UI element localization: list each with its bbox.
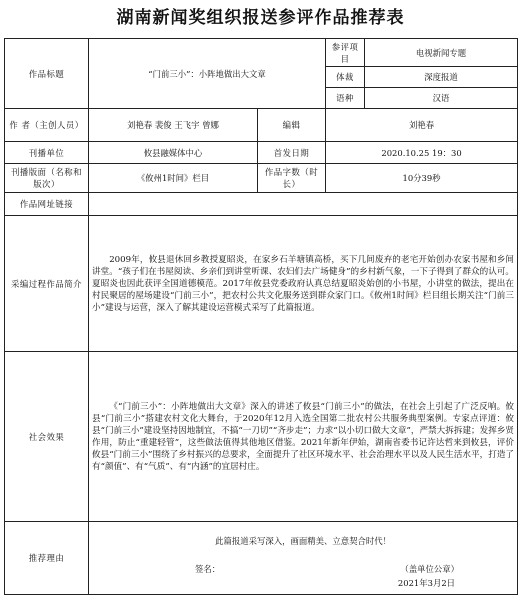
recommendation-form [4, 38, 518, 595]
impact-label: 社会效果 [5, 352, 89, 522]
genre-value: 深度报道 [365, 67, 518, 88]
editor-value: 刘艳春 [326, 109, 518, 142]
edition-value: 《攸州1时间》栏目 [89, 164, 258, 193]
publisher-value: 攸县融媒体中心 [89, 142, 258, 164]
edition-label: 刊播版面（名称和版次） [5, 164, 89, 193]
process-label: 采编过程作品简介 [5, 216, 89, 352]
seal-label: （盖单位公章） [400, 563, 460, 574]
length-value: 10分39秒 [326, 164, 518, 193]
work-title-label: 作品标题 [5, 39, 89, 109]
signature-area [89, 560, 518, 595]
author-label: 作 者（主创人员） [5, 109, 89, 142]
pub-date-label: 首发日期 [258, 142, 326, 164]
editor-label: 编辑 [258, 109, 326, 142]
length-label: 作品字数（时长） [258, 164, 326, 193]
impact-text: 《“门前三小”：小阵地做出大文章》深入的讲述了攸县“门前三小”的做法，在社会上引起了广泛反响。攸县“门前三小”搭建农村文化大舞台，于2020年12月入选全国第二批农村公共服务典型案例。专家点评道：攸县“门前三小”建设坚持因地制宜，不搞“一刀切”“齐步走”；力求“以小切口做大文章”，严禁大拆拆建；发挥乡贤作用，防止“重建轻管”，这些做法值得其他地区借鉴。2021年新年伊始，湖南省委书记许达哲来到攸县，评价攸县“门前三小”围绕了乡村振兴的总要求，全面提升了社区环境水平、社会治理水平以及人民生活水平，打造了有“颜值”、有“气质”、有“内涵”的宜居村庄。 [92, 401, 515, 472]
category-label: 参评项目 [326, 39, 365, 67]
pub-date-value: 2020.10.25 19：30 [326, 142, 518, 164]
reason-text: 此篇报道采写深入，画面精美、立意契合时代！ [89, 522, 518, 560]
language-label: 语种 [326, 88, 365, 109]
url-value [89, 193, 518, 216]
url-label: 作品网址链接 [5, 193, 89, 216]
process-text: 2009年，攸县退休回乡教授夏昭炎，在家乡石羊塘镇高桥，买下几间废弃的老宅开始创办农家书屋和乡间讲堂。“孩子们在书屋阅读、乡亲们到讲堂听课、农妇们去广场健身”的乡村新气象，一下子得到了群众的认可。夏昭炎也因此获评全国道德模范。2017年攸县党委政府认真总结夏昭炎始创的小书屋，小讲堂的做法，提出在村民聚居的屋场建设“门前三小”，把农村公共文化服务送到群众家门口。《攸州1时间》栏目组长期关注“门前三小”建设与运营，深入了解其建设运营模式采写了此篇报道。 [92, 254, 515, 313]
language-value: 汉语 [365, 88, 518, 109]
sign-date: 2021年3月2日 [397, 577, 456, 588]
impact-description [89, 352, 518, 522]
signature-label: 签名： [195, 563, 221, 574]
category-value: 电视新闻专题 [365, 39, 518, 67]
reason-label: 推荐理由 [5, 522, 89, 595]
work-title-value: “门前三小”：小阵地做出大文章 [89, 39, 326, 109]
process-description [89, 216, 518, 352]
page-title: 湖南新闻奖组织报送参评作品推荐表 [116, 8, 405, 28]
genre-label: 体裁 [326, 67, 365, 88]
publisher-label: 刊播单位 [5, 142, 89, 164]
author-value: 刘艳春 裴俊 王飞宇 曾娜 [89, 109, 258, 142]
